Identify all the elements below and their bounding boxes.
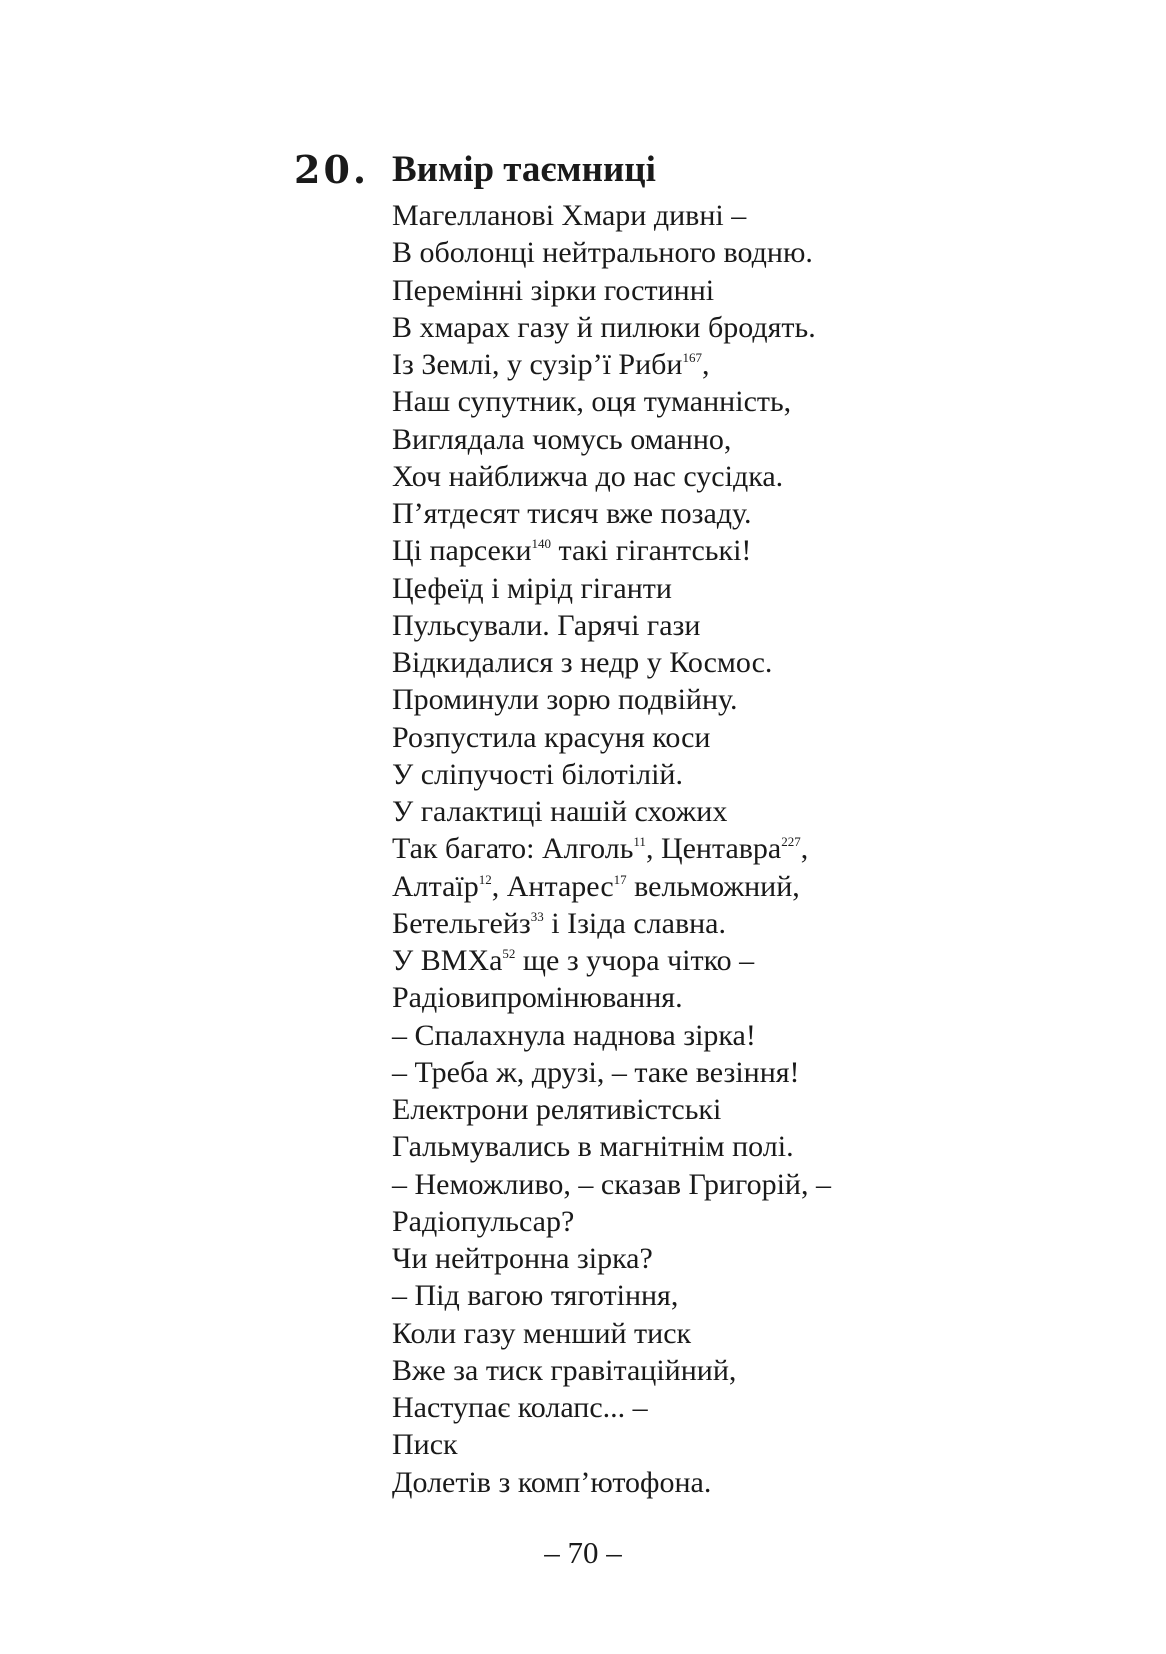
- footnote-ref: 33: [530, 908, 544, 924]
- line-text: Магелланові Хмари дивні –: [392, 199, 747, 232]
- line-text: – Спалахнула наднова зірка!: [392, 1018, 756, 1052]
- poem-line: [392, 868, 1092, 905]
- footnote-ref: 140: [531, 536, 551, 552]
- line-text: Пульсували. Гарячі гази: [392, 608, 701, 642]
- line-text: Радіовипромінювання.: [392, 981, 683, 1015]
- page-number: – 70 –: [544, 1535, 622, 1570]
- line-text: Наш супутник, оця туманність,: [392, 385, 792, 419]
- poem-line: [392, 1054, 1092, 1091]
- line-text: ,: [800, 832, 809, 866]
- footnote-ref: 227: [781, 834, 801, 850]
- line-text: Відкидалися з недр у Космос.: [392, 646, 773, 679]
- line-text: У ВМХа: [392, 944, 503, 977]
- line-text: ,: [701, 348, 710, 381]
- line-text: Чи нейтронна зірка?: [392, 1242, 653, 1275]
- poem-line: [392, 905, 1092, 942]
- poem-line: [392, 1277, 1092, 1314]
- line-text: Перемінні зірки гостинні: [392, 273, 715, 307]
- footnote-ref: 17: [613, 871, 627, 887]
- poem-line: [392, 570, 1092, 607]
- line-text: Гальмувались в магнітнім полі.: [392, 1130, 794, 1164]
- line-text: Алтаїр: [392, 869, 479, 903]
- poem-line: [392, 234, 1092, 271]
- poem-line: [392, 719, 1092, 756]
- line-text: Із Землі, у сузір’ї Риби: [392, 348, 683, 381]
- poem-line: [392, 607, 1092, 644]
- line-text: У сліпучості білотілій.: [392, 757, 683, 791]
- line-text: В оболонці нейтрального водню.: [392, 236, 813, 270]
- line-text: В хмарах газу й пилюки бродять.: [392, 310, 816, 344]
- line-text: Коли газу менший тиск: [392, 1316, 692, 1350]
- line-text: , Антарес: [491, 869, 614, 903]
- poem-line: [392, 979, 1092, 1016]
- poem-line: [392, 644, 1092, 681]
- line-text: такі гігантські!: [551, 534, 752, 568]
- poem-line: [392, 1464, 1092, 1501]
- poem-line: [392, 756, 1092, 793]
- footnote-ref: 11: [633, 834, 646, 850]
- poem-line: [392, 1352, 1092, 1389]
- line-text: ще з учора чітко –: [515, 944, 755, 977]
- line-text: Ці парсеки: [392, 534, 532, 568]
- line-text: , Центавра: [645, 832, 782, 866]
- line-text: Долетів з комп’ютофона.: [392, 1465, 712, 1499]
- line-text: Наступає колапс... –: [392, 1391, 648, 1424]
- poem-line: [392, 1426, 1092, 1463]
- poem-line: [392, 793, 1092, 830]
- chapter-title: Вимір таємниці: [392, 149, 656, 190]
- poem-line: [392, 309, 1092, 346]
- poem-line: [392, 458, 1092, 495]
- line-text: Хоч найближча до нас сусідка.: [392, 459, 784, 493]
- poem-line: [392, 1240, 1092, 1277]
- footnote-ref: 167: [682, 350, 702, 365]
- line-text: Вже за тиск гравітаційний,: [392, 1353, 737, 1387]
- poem-line: [392, 346, 1092, 383]
- poem-line: [392, 1166, 1092, 1203]
- poem-line: [392, 1389, 1092, 1426]
- footnote-ref: 52: [502, 946, 516, 961]
- chapter-number: 20.: [294, 147, 370, 192]
- footnote-ref: 12: [478, 871, 492, 887]
- line-text: – Неможливо, – сказав Григорій, –: [392, 1167, 831, 1201]
- poem-line: [392, 942, 1092, 979]
- line-text: Бетельгейз: [392, 906, 531, 940]
- line-text: і Ізіда славна.: [543, 906, 726, 940]
- line-text: вельможний,: [626, 869, 800, 903]
- line-text: Розпустила красуня коси: [392, 720, 711, 754]
- line-text: Електрони релятивістські: [392, 1093, 722, 1126]
- poem-line: [392, 532, 1092, 569]
- line-text: – Під вагою тяготіння,: [392, 1279, 679, 1313]
- poem-line: [392, 495, 1092, 532]
- line-text: Писк: [392, 1428, 458, 1462]
- poem-line: [392, 272, 1092, 309]
- line-text: Радіопульсар?: [392, 1204, 575, 1238]
- poem-line: [392, 1128, 1092, 1165]
- poem-line: [392, 421, 1092, 458]
- line-text: Цефеїд і мірід гіганти: [392, 571, 672, 605]
- poem-line: [392, 197, 1092, 234]
- poem-line: [392, 830, 1092, 867]
- poem-line: [392, 1091, 1092, 1128]
- line-text: Виглядала чомусь оманно,: [392, 422, 732, 456]
- line-text: Так багато: Алголь: [392, 832, 634, 866]
- chapter-heading: [294, 140, 994, 200]
- poem-body: [392, 197, 1092, 1501]
- poem-line: [392, 1017, 1092, 1054]
- line-text: П’ятдесят тисяч вже позаду.: [392, 497, 752, 530]
- poem-line: [392, 681, 1092, 718]
- poem-line: [392, 383, 1092, 420]
- line-text: Проминули зорю подвійну.: [392, 683, 738, 717]
- line-text: – Треба ж, друзі, – таке везіння!: [392, 1055, 800, 1089]
- poem-line: [392, 1315, 1092, 1352]
- line-text: У галактиці нашій схожих: [392, 795, 728, 828]
- poem-line: [392, 1203, 1092, 1240]
